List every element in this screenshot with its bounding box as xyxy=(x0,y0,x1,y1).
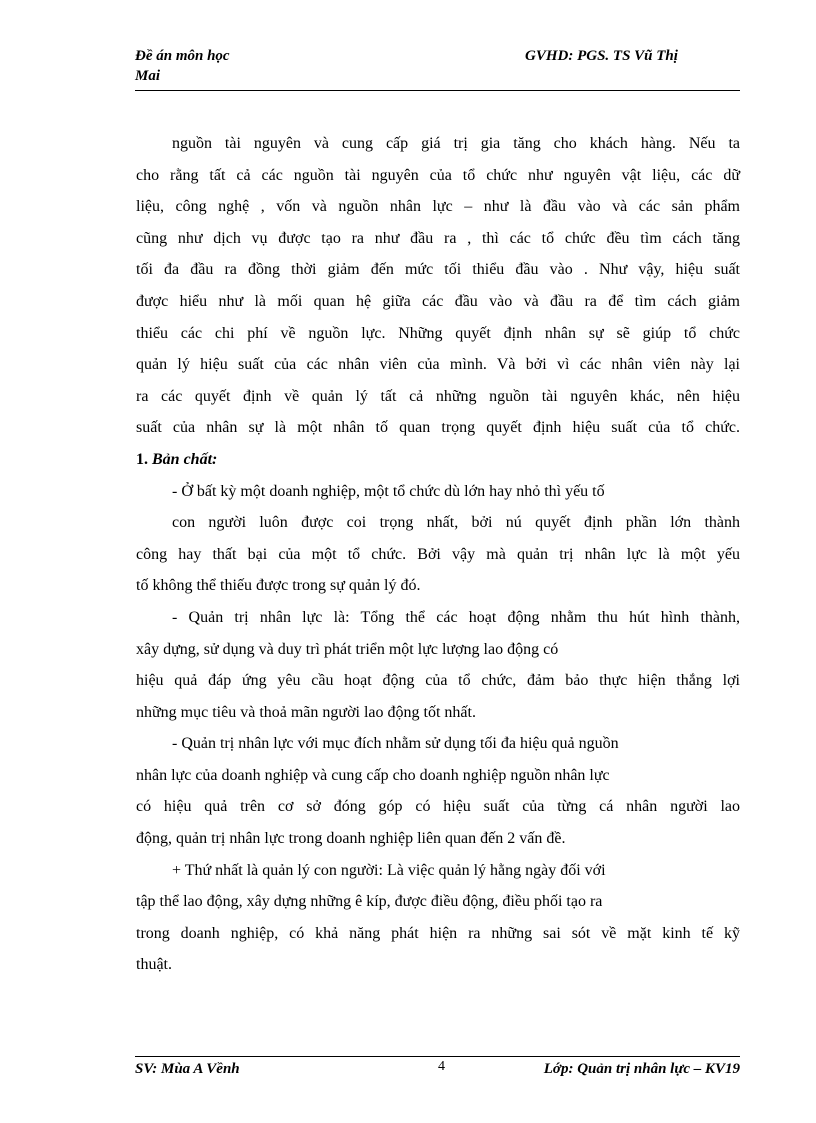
text-line: + Thứ nhất là quản lý con người: Là việc quản lý hằng ngày đối với xyxy=(172,861,606,879)
text-line: - Ở bất kỳ một doanh nghiệp, một tổ chức dù lớn hay nhỏ thì yếu tố xyxy=(172,482,605,500)
text-line: cũng như dịch vụ được tạo ra như đầu ra , thì các tổ chức đều tìm cách tăng xyxy=(136,229,740,247)
section-title: Bản chất: xyxy=(152,450,218,468)
section-heading xyxy=(136,444,740,476)
paragraph-4 xyxy=(136,728,740,854)
text-line: nguồn tài nguyên và cung cấp giá trị gia tăng cho khách hàng. Nếu ta xyxy=(172,135,740,152)
text-line: tập thể lao động, xây dựng những ê kíp, được điều động, điều phối tạo ra xyxy=(136,893,603,911)
text-line: ra các quyết định về quản lý tất cả những nguồn tài nguyên khác, nên hiệu xyxy=(136,387,740,405)
text-line: có hiệu quả trên cơ sở đóng góp có hiệu suất của từng cá nhân người lao xyxy=(136,798,740,816)
paragraph-1 xyxy=(136,128,740,444)
text-line: được hiểu như là mối quan hệ giữa các đầu vào và đầu ra để tìm cách giảm xyxy=(136,292,740,310)
text-line: - Quản trị nhân lực với mục đích nhằm sử dụng tối đa hiệu quả nguồn xyxy=(172,735,619,753)
page-number: 4 xyxy=(438,1059,445,1074)
paragraph-3 xyxy=(136,602,740,728)
text-line: động, quản trị nhân lực trong doanh nghiệp liên quan đến 2 vấn đề. xyxy=(136,830,566,848)
text-line: con người luôn được coi trọng nhất, bởi nú quyết định phần lớn thành xyxy=(172,514,740,532)
text-line: quản lý hiệu suất của các nhân viên của mình. Và bởi vì các nhân viên này lại xyxy=(136,356,740,374)
course-title-line2: Mai xyxy=(135,68,161,84)
advisor: GVHD: PGS. TS Vũ Thị xyxy=(525,48,678,64)
text-line: tố không thể thiếu được trong sự quản lý đó. xyxy=(136,577,421,595)
class-name: Lớp: Quản trị nhân lực – KV19 xyxy=(543,1061,740,1077)
page-header xyxy=(135,46,740,91)
text-line: công hay thất bại của một tổ chức. Bởi vậy mà quản trị nhân lực là một yếu xyxy=(136,545,740,563)
text-line: xây dựng, sử dụng và duy trì phát triển một lực lượng lao động có xyxy=(136,640,559,658)
student-name: SV: Mùa A Vềnh xyxy=(135,1061,240,1077)
text-line: hiệu quả đáp ứng yêu cầu hoạt động của tổ chức, đảm bảo thực hiện thắng lợi xyxy=(136,672,740,690)
paragraph-5 xyxy=(136,855,740,981)
paragraph-2 xyxy=(136,476,740,602)
course-title xyxy=(135,46,230,86)
text-line: - Quản trị nhân lực là: Tổng thể các hoạt động nhằm thu hút hình thành, xyxy=(172,608,740,626)
course-title-line1: Đề án môn học xyxy=(135,48,230,64)
document-body xyxy=(136,128,740,981)
text-line: thiểu các chi phí về nguồn lực. Những quyết định nhân sự sẽ giúp tổ chức xyxy=(136,324,740,342)
text-line: suất của nhân sự là một nhân tố quan trọng quyết định hiệu suất của tổ chức. xyxy=(136,419,740,437)
page-footer xyxy=(135,1056,740,1081)
text-line: thuật. xyxy=(136,956,172,974)
section-number: 1. xyxy=(136,450,148,468)
text-line: trong doanh nghiệp, có khả năng phát hiện ra những sai sót về mặt kinh tế kỹ xyxy=(136,924,740,942)
text-line: cho rằng tất cả các nguồn tài nguyên của tổ chức như nguyên vật liệu, các dữ xyxy=(136,166,740,184)
text-line: tối đa đầu ra đồng thời giảm đến mức tối thiểu đầu vào . Như vậy, hiệu suất xyxy=(136,261,740,279)
text-line: liệu, công nghệ , vốn và nguồn nhân lực – như là đầu vào và các sản phẩm xyxy=(136,198,740,216)
text-line: những mục tiêu và thoả mãn người lao động tốt nhất. xyxy=(136,703,476,721)
text-line: nhân lực của doanh nghiệp và cung cấp cho doanh nghiệp nguồn nhân lực xyxy=(136,766,610,784)
